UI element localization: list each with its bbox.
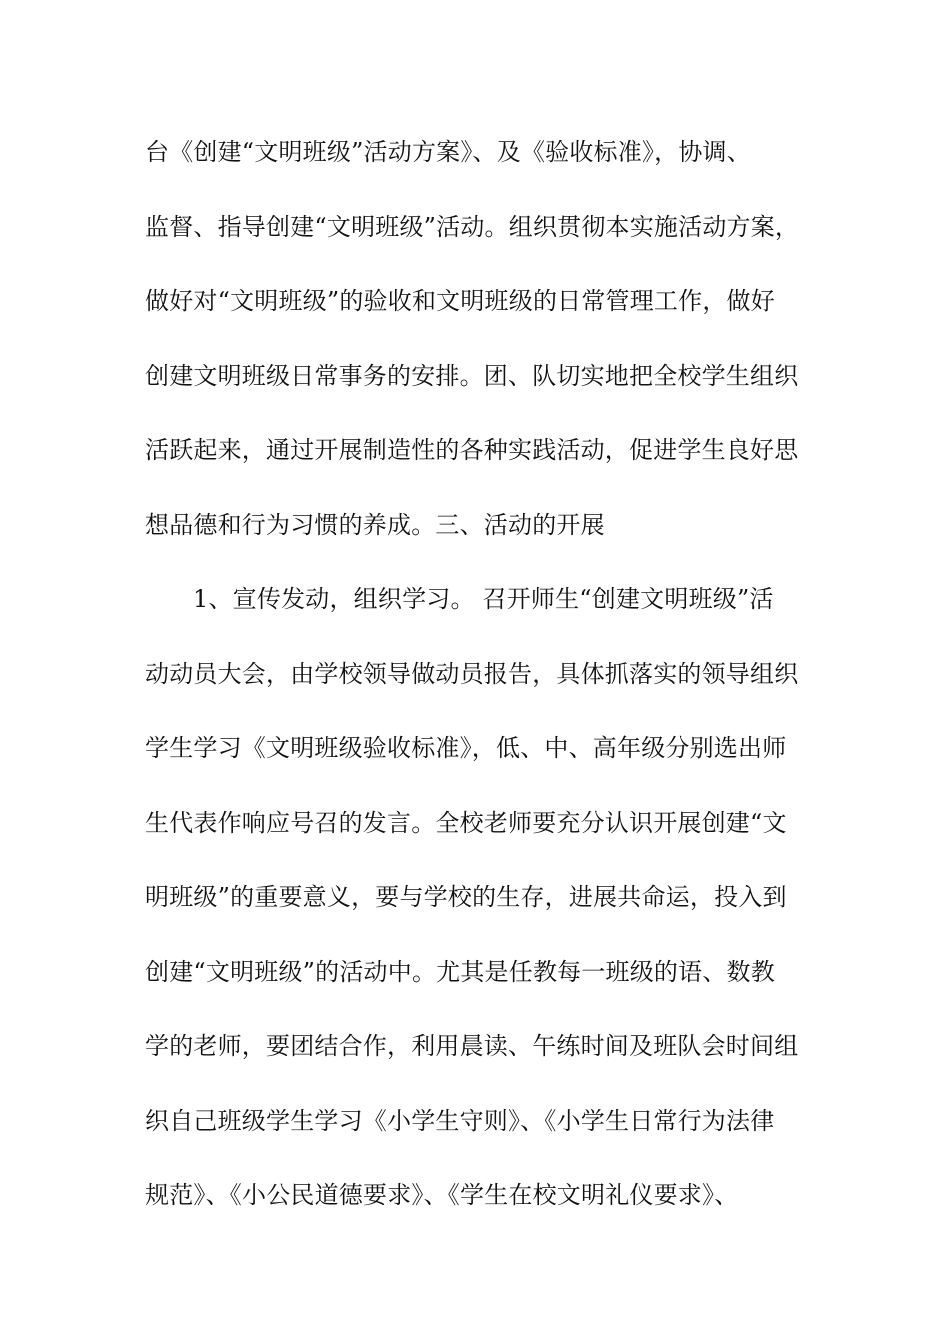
- text-line: 规范》、《小公民道德要求》、《学生在校文明礼仪要求》、: [145, 1181, 739, 1209]
- text-line: 创建文明班级日常事务的安排。团、队切实地把全校学生组织: [145, 361, 799, 390]
- text-line: 动动员大会，由学校领导做动员报告，具体抓落实的领导组织: [145, 659, 799, 688]
- text-line: 织自己班级学生学习《小学生守则》、《小学生日常行为法律: [145, 1106, 775, 1135]
- text-line-indented: 1、宣传发动，组织学习。 召开师生“创建文明班级”活: [193, 585, 774, 613]
- text-line: 想品德和行为习惯的养成。三、活动的开展: [145, 510, 605, 539]
- text-line: 学生学习《文明班级验收标准》，低、中、高年级分别选出师: [145, 734, 787, 762]
- text-line: 活跃起来，通过开展制造性的各种实践活动，促进学生良好思: [145, 436, 799, 464]
- text-line: 学的老师，要团结合作，利用晨读、午练时间及班队会时间组: [145, 1032, 799, 1060]
- text-line: 创建“文明班级”的活动中。尤其是任教每一班级的语、数教: [145, 957, 775, 986]
- text-line: 监督、指导创建“文明班级”活动。组织贯彻本实施活动方案，: [145, 212, 800, 241]
- text-line: 明班级”的重要意义，要与学校的生存，进展共命运，投入到: [145, 883, 787, 911]
- text-line: 生代表作响应号召的发言。全校老师要充分认识开展创建“文: [145, 808, 787, 837]
- text-line: 台《创建“文明班级”活动方案》、及《验收标准》，协调、: [145, 138, 751, 166]
- text-line: 做好对“文明班级”的验收和文明班级的日常管理工作，做好: [145, 287, 775, 315]
- document-body: [145, 128, 835, 1246]
